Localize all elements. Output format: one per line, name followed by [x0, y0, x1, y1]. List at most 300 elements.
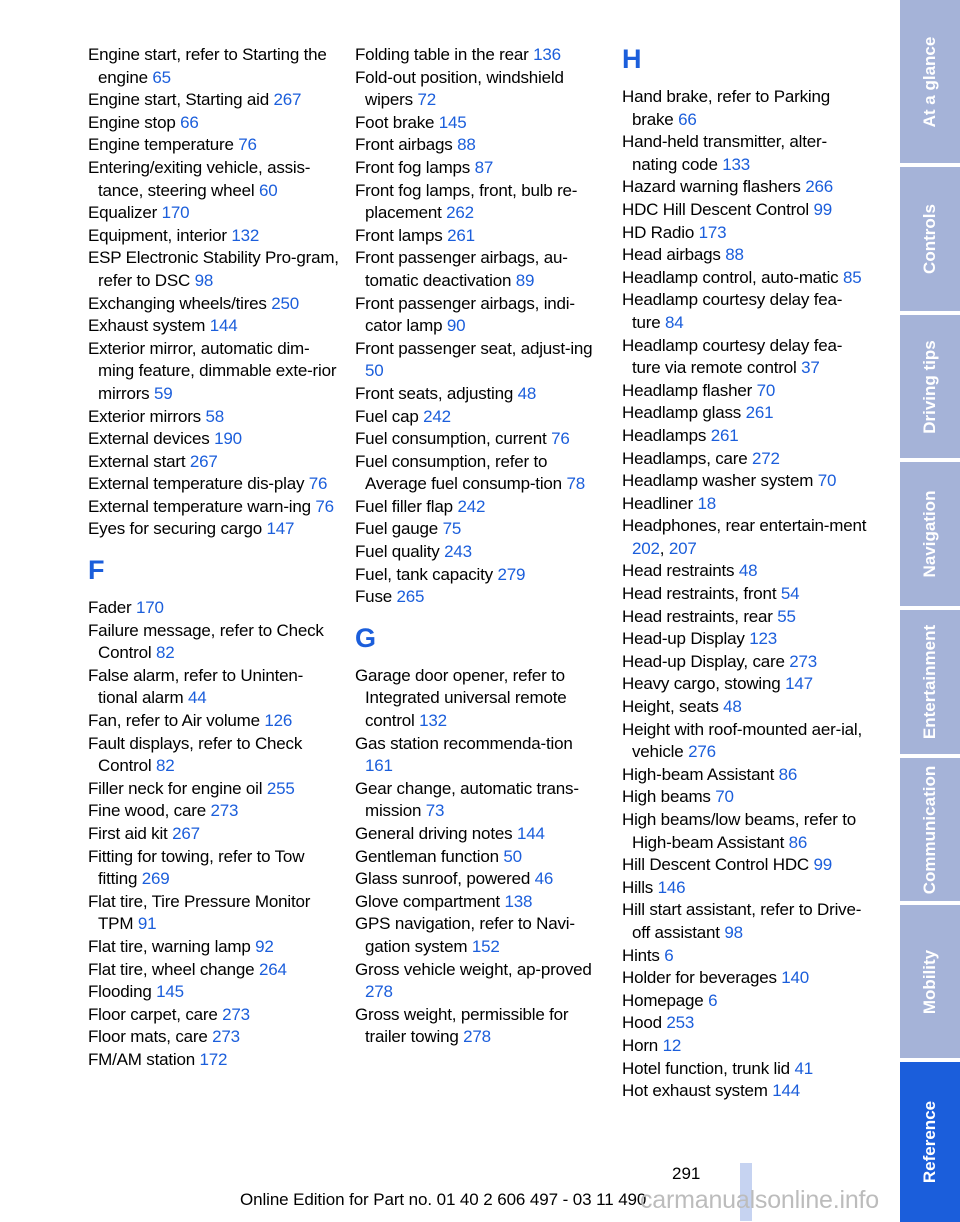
- index-entry: [622, 899, 867, 944]
- index-entry-text: General driving notes: [355, 824, 513, 843]
- index-entry-text: Fine wood, care: [88, 801, 206, 821]
- index-entry: [622, 628, 867, 651]
- index-entry: [622, 673, 867, 696]
- page-link[interactable]: 250: [271, 293, 300, 313]
- page-link[interactable]: 54: [780, 584, 800, 604]
- tab-communication[interactable]: [900, 758, 960, 901]
- index-entry-text: Front airbags: [355, 135, 453, 155]
- tab-navigation[interactable]: [900, 462, 960, 606]
- index-entry-text: Exterior mirror, automatic dim-ming feature, dimmable exte-rior mirrors: [88, 338, 337, 403]
- tab-label: Driving tips: [920, 339, 939, 434]
- index-entry-text: Exchanging wheels/tires: [88, 293, 267, 313]
- tab-at-a-glance[interactable]: [900, 0, 960, 163]
- index-entry-text: Height with roof-mounted aer-ial, vehicle: [622, 719, 863, 762]
- index-entry: [622, 1012, 867, 1035]
- index-entry-text: Headlamp courtesy delay fea-ture: [622, 290, 843, 332]
- index-entry: Headphones, rear entertain-ment 202, 207: [622, 516, 867, 558]
- index-entry-text: HD Radio: [622, 222, 695, 242]
- index-entry-text: Headliner: [622, 493, 693, 513]
- tab-controls[interactable]: [900, 167, 960, 311]
- page-link[interactable]: 59: [154, 383, 173, 403]
- tab-label: Navigation: [920, 490, 939, 578]
- index-entry-text: Headlamp glass: [622, 403, 742, 423]
- index-entry: [88, 44, 340, 89]
- index-entry-text: Front passenger seat, adjust-ing: [355, 338, 593, 358]
- index-entry-text: Hills: [622, 877, 654, 897]
- index-entry-text: Headlamps, care: [622, 448, 748, 468]
- index-entry: [88, 428, 340, 451]
- index-entry-text: Front lamps: [355, 225, 443, 245]
- page-link[interactable]: 273: [222, 1004, 250, 1024]
- index-entry: [88, 1004, 340, 1027]
- index-entry: [355, 44, 595, 67]
- page-link[interactable]: 50: [365, 361, 384, 381]
- index-entry: [88, 293, 340, 316]
- page-link[interactable]: 190: [214, 429, 242, 449]
- page-link[interactable]: 66: [180, 112, 199, 132]
- index-entry-text: Fuel consumption, current: [355, 429, 547, 449]
- page-link[interactable]: 172: [199, 1049, 228, 1069]
- index-entry: [622, 764, 867, 787]
- index-entry: [88, 247, 340, 292]
- index-entry: [622, 560, 867, 583]
- page-link[interactable]: 255: [266, 778, 295, 798]
- page-link[interactable]: 76: [315, 496, 334, 516]
- index-entry-text: Hints: [622, 945, 660, 965]
- index-entry: [622, 425, 867, 448]
- page-link[interactable]: 273: [789, 651, 818, 671]
- index-entry-text: Equalizer: [88, 203, 158, 223]
- index-entry: [88, 315, 340, 338]
- index-entry-text: Eyes for securing cargo: [88, 519, 262, 539]
- index-entry-text: Headlamp control, auto-matic: [622, 267, 839, 287]
- page-link[interactable]: 145: [156, 982, 184, 1002]
- page-link[interactable]: 243: [444, 542, 472, 562]
- page-link[interactable]: 147: [785, 674, 813, 694]
- page-link[interactable]: 84: [665, 312, 684, 332]
- page-link[interactable]: 267: [273, 90, 302, 110]
- page-link[interactable]: 50: [503, 846, 522, 866]
- index-entry: [88, 202, 340, 225]
- page-link[interactable]: 132: [231, 225, 260, 245]
- index-entry-text: Gross weight, permissible for trailer towing: [355, 1004, 569, 1047]
- index-entry-text: GPS navigation, refer to Navi-gation system: [355, 914, 575, 956]
- page-link[interactable]: 85: [842, 267, 862, 287]
- page-link[interactable]: 65: [152, 67, 171, 87]
- page-link[interactable]: 161: [365, 756, 393, 776]
- page-link[interactable]: 145: [438, 112, 467, 132]
- index-entry-text: Fitting for towing, refer to Tow fitting: [88, 846, 305, 889]
- index-entry: [622, 583, 867, 606]
- page-link[interactable]: 170: [161, 203, 190, 223]
- index-entry: [88, 620, 340, 665]
- page-link[interactable]: 146: [657, 877, 686, 897]
- page-link[interactable]: 264: [258, 959, 287, 979]
- index-entry: [88, 112, 340, 135]
- index-entry-text: Flat tire, wheel change: [88, 959, 255, 979]
- index-column-a: [88, 44, 340, 1072]
- page-link[interactable]: 99: [813, 855, 833, 875]
- index-entry: [622, 448, 867, 471]
- page-link[interactable]: 66: [678, 109, 697, 129]
- page-link[interactable]: 48: [517, 383, 537, 403]
- page-link[interactable]: 92: [255, 936, 274, 956]
- page-link[interactable]: 138: [504, 891, 533, 911]
- index-entry-text: High beams/low beams, refer to High-beam Assistant: [622, 810, 856, 852]
- index-entry-text: Head restraints, rear: [622, 606, 773, 626]
- index-entry: [88, 823, 340, 846]
- index-entry: [355, 891, 595, 914]
- index-entry: [355, 293, 595, 338]
- index-entry-text: Gentleman function: [355, 846, 499, 866]
- index-entry-text: Heavy cargo, stowing: [622, 674, 781, 694]
- page-link[interactable]: 170: [135, 598, 164, 618]
- page-link[interactable]: 82: [155, 756, 175, 776]
- index-entry-text: External temperature warn-ing: [88, 496, 311, 516]
- index-entry-text: Headlamp courtesy delay fea-ture via remote control: [622, 335, 843, 378]
- tab-label: Controls: [920, 204, 939, 274]
- index-entry-text: FM/AM station: [88, 1049, 195, 1069]
- section-sidebar: [900, 0, 960, 1222]
- index-entry-text: ESP Electronic Stability Pro-gram, refer to DSC: [88, 248, 339, 290]
- page-link[interactable]: 99: [813, 199, 833, 219]
- page-link[interactable]: 91: [137, 914, 157, 934]
- page-link[interactable]: 46: [534, 869, 554, 889]
- tab-mobility[interactable]: [900, 905, 960, 1058]
- page-link[interactable]: 136: [533, 45, 561, 64]
- index-entry-text: External temperature dis-play: [88, 474, 305, 494]
- page-link[interactable]: 242: [457, 496, 486, 516]
- page-link[interactable]: 58: [205, 406, 225, 426]
- index-entry: [622, 380, 867, 403]
- page-link[interactable]: 265: [396, 587, 425, 607]
- page-link[interactable]: 253: [666, 1013, 695, 1033]
- page-link[interactable]: 6: [708, 990, 718, 1010]
- index-column-b: [355, 44, 595, 1049]
- page-link[interactable]: 55: [777, 606, 796, 626]
- index-entry-text: Front fog lamps: [355, 157, 471, 177]
- index-entry-text: Gas station recommenda-tion: [355, 733, 573, 753]
- index-entry: [355, 586, 595, 609]
- index-entry-text: Engine start, Starting aid: [88, 90, 269, 110]
- index-entry: [88, 936, 340, 959]
- index-entry: [622, 176, 867, 199]
- index-entry: [88, 134, 340, 157]
- index-entry: [355, 383, 595, 406]
- index-entry: [355, 180, 595, 225]
- page-link[interactable]: 90: [446, 316, 466, 336]
- index-entry: [622, 267, 867, 290]
- index-entry: [622, 402, 867, 425]
- page-link[interactable]: 98: [194, 270, 214, 290]
- index-entry: [355, 846, 595, 869]
- index-entry: [88, 518, 340, 541]
- index-entry-text: Flat tire, warning lamp: [88, 936, 251, 956]
- index-entry: [88, 959, 340, 982]
- watermark: carmanualsonline.info: [640, 1186, 880, 1214]
- page-link[interactable]: 86: [788, 832, 808, 852]
- index-entry: [88, 225, 340, 248]
- index-entry: [622, 1080, 867, 1103]
- index-entry-text: False alarm, refer to Uninten-tional alarm: [88, 665, 304, 708]
- index-entry: [88, 451, 340, 474]
- index-entry-text: First aid kit: [88, 824, 168, 843]
- page-link[interactable]: 126: [264, 711, 293, 731]
- page-link[interactable]: 89: [515, 270, 535, 290]
- index-entry: [355, 541, 595, 564]
- index-entry-text: Headphones, rear entertain-ment: [622, 516, 867, 536]
- index-entry-text: Hand brake, refer to Parking brake: [622, 87, 830, 129]
- index-entry-text: Front seats, adjusting: [355, 383, 514, 403]
- index-entry: [622, 786, 867, 809]
- index-entry-text: Floor mats, care: [88, 1027, 208, 1047]
- index-entry: [622, 606, 867, 629]
- page-link[interactable]: 261: [447, 225, 475, 245]
- index-entry: [88, 338, 340, 406]
- page-link[interactable]: 262: [446, 203, 474, 223]
- index-entry: [88, 710, 340, 733]
- page-link[interactable]: 60: [259, 180, 278, 200]
- index-entry-text: Exterior mirrors: [88, 406, 201, 426]
- index-entry-text: Glass sunroof, powered: [355, 869, 531, 889]
- index-entry: [355, 959, 595, 1004]
- index-entry: [622, 877, 867, 900]
- index-entry-text: Gear change, automatic trans-mission: [355, 778, 579, 821]
- page-link[interactable]: 261: [745, 403, 774, 423]
- index-entry-text: Height, seats: [622, 697, 719, 717]
- index-entry: [622, 199, 867, 222]
- index-entry-text: Head airbags: [622, 245, 721, 265]
- page-link[interactable]: 266: [805, 177, 834, 197]
- tab-label: At a glance: [920, 36, 939, 127]
- index-entry-text: Hood: [622, 1013, 662, 1033]
- index-entry: [355, 733, 595, 778]
- index-entry-text: Headlamps: [622, 425, 707, 445]
- page-link[interactable]: 37: [801, 358, 820, 378]
- page-link[interactable]: 279: [497, 564, 526, 584]
- page-link[interactable]: 202: [632, 538, 660, 558]
- page-link[interactable]: 207: [668, 538, 697, 558]
- index-entry: [355, 428, 595, 451]
- page-link[interactable]: 76: [238, 135, 257, 155]
- index-entry: [88, 665, 340, 710]
- page-link[interactable]: 78: [566, 474, 585, 494]
- page-link[interactable]: 87: [474, 157, 494, 177]
- index-entry: [622, 470, 867, 493]
- page-link[interactable]: 88: [725, 245, 744, 265]
- index-entry-text: Front fog lamps, front, bulb re-placement: [355, 180, 578, 223]
- index-entry: [88, 1026, 340, 1049]
- page-link[interactable]: 144: [772, 1081, 800, 1101]
- index-entry: [622, 854, 867, 877]
- page-link[interactable]: 272: [752, 448, 780, 468]
- index-entry-text: External devices: [88, 429, 210, 449]
- page-link[interactable]: 86: [778, 764, 798, 784]
- index-entry: [355, 157, 595, 180]
- index-entry: [622, 289, 867, 334]
- index-entry-text: Garage door opener, refer to Integrated universal remote control: [355, 665, 567, 731]
- tab-reference[interactable]: [900, 1062, 960, 1222]
- index-entry: [355, 518, 595, 541]
- index-column-c: [622, 44, 867, 1103]
- index-entry: [88, 157, 340, 202]
- page-link[interactable]: 173: [698, 222, 727, 242]
- page-link[interactable]: 76: [551, 429, 570, 449]
- page-link[interactable]: 18: [697, 493, 717, 513]
- index-entry: [622, 335, 867, 380]
- index-entry: [355, 665, 595, 733]
- tab-entertainment[interactable]: [900, 610, 960, 754]
- index-entry: [88, 733, 340, 778]
- index-entry-text: HDC Hill Descent Control: [622, 199, 809, 219]
- page-link[interactable]: 152: [471, 936, 500, 956]
- index-entry: [355, 67, 595, 112]
- index-entry: [622, 719, 867, 764]
- index-entry: [88, 981, 340, 1004]
- index-entry: [622, 945, 867, 968]
- index-entry: [622, 651, 867, 674]
- index-entry-text: Folding table in the rear: [355, 45, 529, 64]
- page-link[interactable]: 278: [365, 982, 393, 1002]
- index-entry-text: Fan, refer to Air volume: [88, 711, 260, 731]
- page-link[interactable]: 140: [781, 968, 810, 988]
- index-entry-text: Homepage: [622, 990, 704, 1010]
- index-entry: [88, 778, 340, 801]
- page-link[interactable]: 273: [210, 801, 239, 821]
- index-entry: [622, 1058, 867, 1081]
- index-entry-text: Head restraints, front: [622, 584, 777, 604]
- page-link[interactable]: 6: [664, 945, 674, 965]
- page-link[interactable]: 70: [817, 471, 837, 491]
- section-letter: F: [88, 555, 105, 586]
- index-entry-text: Fault displays, refer to Check Control: [88, 733, 303, 776]
- index-entry: [622, 809, 867, 854]
- index-entry-text: Entering/exiting vehicle, assis-tance, steering wheel: [88, 157, 311, 200]
- index-entry: [355, 134, 595, 157]
- index-entry-text: External start: [88, 451, 186, 471]
- index-entry-text: Fuel filler flap: [355, 496, 453, 516]
- index-entry-text: Fuel consumption, refer to Average fuel consump-tion: [355, 451, 562, 494]
- index-entry-text: Flooding: [88, 982, 152, 1002]
- page-link[interactable]: 147: [266, 519, 295, 539]
- index-entry: [622, 244, 867, 267]
- page-link[interactable]: 267: [172, 824, 200, 843]
- page-link[interactable]: 48: [723, 697, 742, 717]
- index-entry-text: Hill Descent Control HDC: [622, 855, 809, 875]
- page-link[interactable]: 76: [308, 474, 328, 494]
- index-entry-text: High beams: [622, 787, 711, 807]
- index-entry-text: Hand-held transmitter, alter-nating code: [622, 132, 827, 174]
- page-link[interactable]: 70: [715, 787, 734, 807]
- index-entry-text: Engine start, refer to Starting the engine: [88, 45, 327, 87]
- index-entry-text: Headlamp washer system: [622, 471, 814, 491]
- tab-label: Entertainment: [920, 624, 939, 740]
- index-entry: [622, 86, 867, 131]
- page-link[interactable]: 123: [749, 629, 777, 649]
- index-entry-text: Hot exhaust system: [622, 1081, 768, 1101]
- index-entry: [355, 338, 595, 383]
- index-entry: [622, 967, 867, 990]
- index-entry: [88, 846, 340, 891]
- index-entry: [622, 222, 867, 245]
- page-link[interactable]: 44: [188, 688, 207, 708]
- index-entry-text: Hotel function, trunk lid: [622, 1058, 790, 1078]
- section-letter: G: [355, 622, 377, 653]
- page-link[interactable]: 261: [710, 425, 739, 445]
- index-entry: [355, 778, 595, 823]
- page-link[interactable]: 144: [516, 824, 545, 843]
- index-entry: [355, 112, 595, 135]
- page-link[interactable]: 12: [662, 1035, 682, 1055]
- index-entry-text: Exhaust system: [88, 316, 206, 336]
- index-entry: [355, 823, 595, 846]
- index-entry: [622, 131, 867, 176]
- index-entry: [622, 696, 867, 719]
- page-link[interactable]: 133: [722, 154, 751, 174]
- index-entry: [355, 247, 595, 292]
- page-link[interactable]: 276: [688, 742, 716, 762]
- tab-label: Mobility: [920, 949, 939, 1014]
- page-link[interactable]: 98: [724, 922, 743, 942]
- index-entry: [355, 1004, 595, 1049]
- page-link[interactable]: 269: [141, 869, 170, 889]
- index-entry: [622, 990, 867, 1013]
- index-entry: [622, 493, 867, 516]
- page-link[interactable]: 242: [423, 406, 451, 426]
- index-entry: [355, 868, 595, 891]
- index-entry-text: Head-up Display: [622, 629, 745, 649]
- page-link[interactable]: 48: [738, 561, 758, 581]
- tab-driving-tips[interactable]: [900, 315, 960, 458]
- page-link[interactable]: 88: [457, 135, 476, 155]
- index-entry-text: Hill start assistant, refer to Drive-off assistant: [622, 900, 862, 942]
- page-link[interactable]: 75: [442, 519, 462, 539]
- index-entry: [88, 800, 340, 823]
- index-entry-text: Holder for beverages: [622, 968, 777, 988]
- index-entry-text: Floor carpet, care: [88, 1004, 218, 1024]
- index-entry-text: Failure message, refer to Check Control: [88, 620, 324, 663]
- page-link[interactable]: 132: [419, 711, 447, 731]
- page-link[interactable]: 82: [155, 643, 175, 663]
- section-letter: H: [622, 44, 642, 74]
- page-link[interactable]: 267: [189, 451, 218, 471]
- index-entry-text: Fader: [88, 598, 132, 618]
- index-entry-text: Head-up Display, care: [622, 651, 785, 671]
- page-link[interactable]: 144: [209, 316, 238, 336]
- index-entry: [355, 564, 595, 587]
- index-entry-text: Engine temperature: [88, 135, 234, 155]
- page-link[interactable]: 41: [794, 1058, 813, 1078]
- index-entry: [622, 1035, 867, 1058]
- index-entry-text: Front passenger airbags, au-tomatic deactivation: [355, 248, 568, 290]
- index-entry-text: Front passenger airbags, indi-cator lamp: [355, 293, 575, 336]
- index-entry-text: Horn: [622, 1035, 659, 1055]
- index-entry: [355, 913, 595, 958]
- page-link[interactable]: 273: [212, 1027, 240, 1047]
- page-link[interactable]: 70: [756, 380, 776, 400]
- page-link[interactable]: 278: [463, 1027, 491, 1047]
- index-entry: [88, 1049, 340, 1072]
- index-entry-text: Foot brake: [355, 112, 435, 132]
- index-entry: [88, 89, 340, 112]
- page-link[interactable]: 73: [425, 801, 445, 821]
- index-entry: [88, 496, 340, 519]
- tab-label: Communication: [920, 765, 939, 894]
- edition-footer: Online Edition for Part no. 01 40 2 606 497 - 03 11 490: [240, 1190, 647, 1209]
- page-link[interactable]: 72: [417, 90, 436, 110]
- index-entry-text: Glove compartment: [355, 891, 500, 911]
- index-entry-text: High-beam Assistant: [622, 764, 775, 784]
